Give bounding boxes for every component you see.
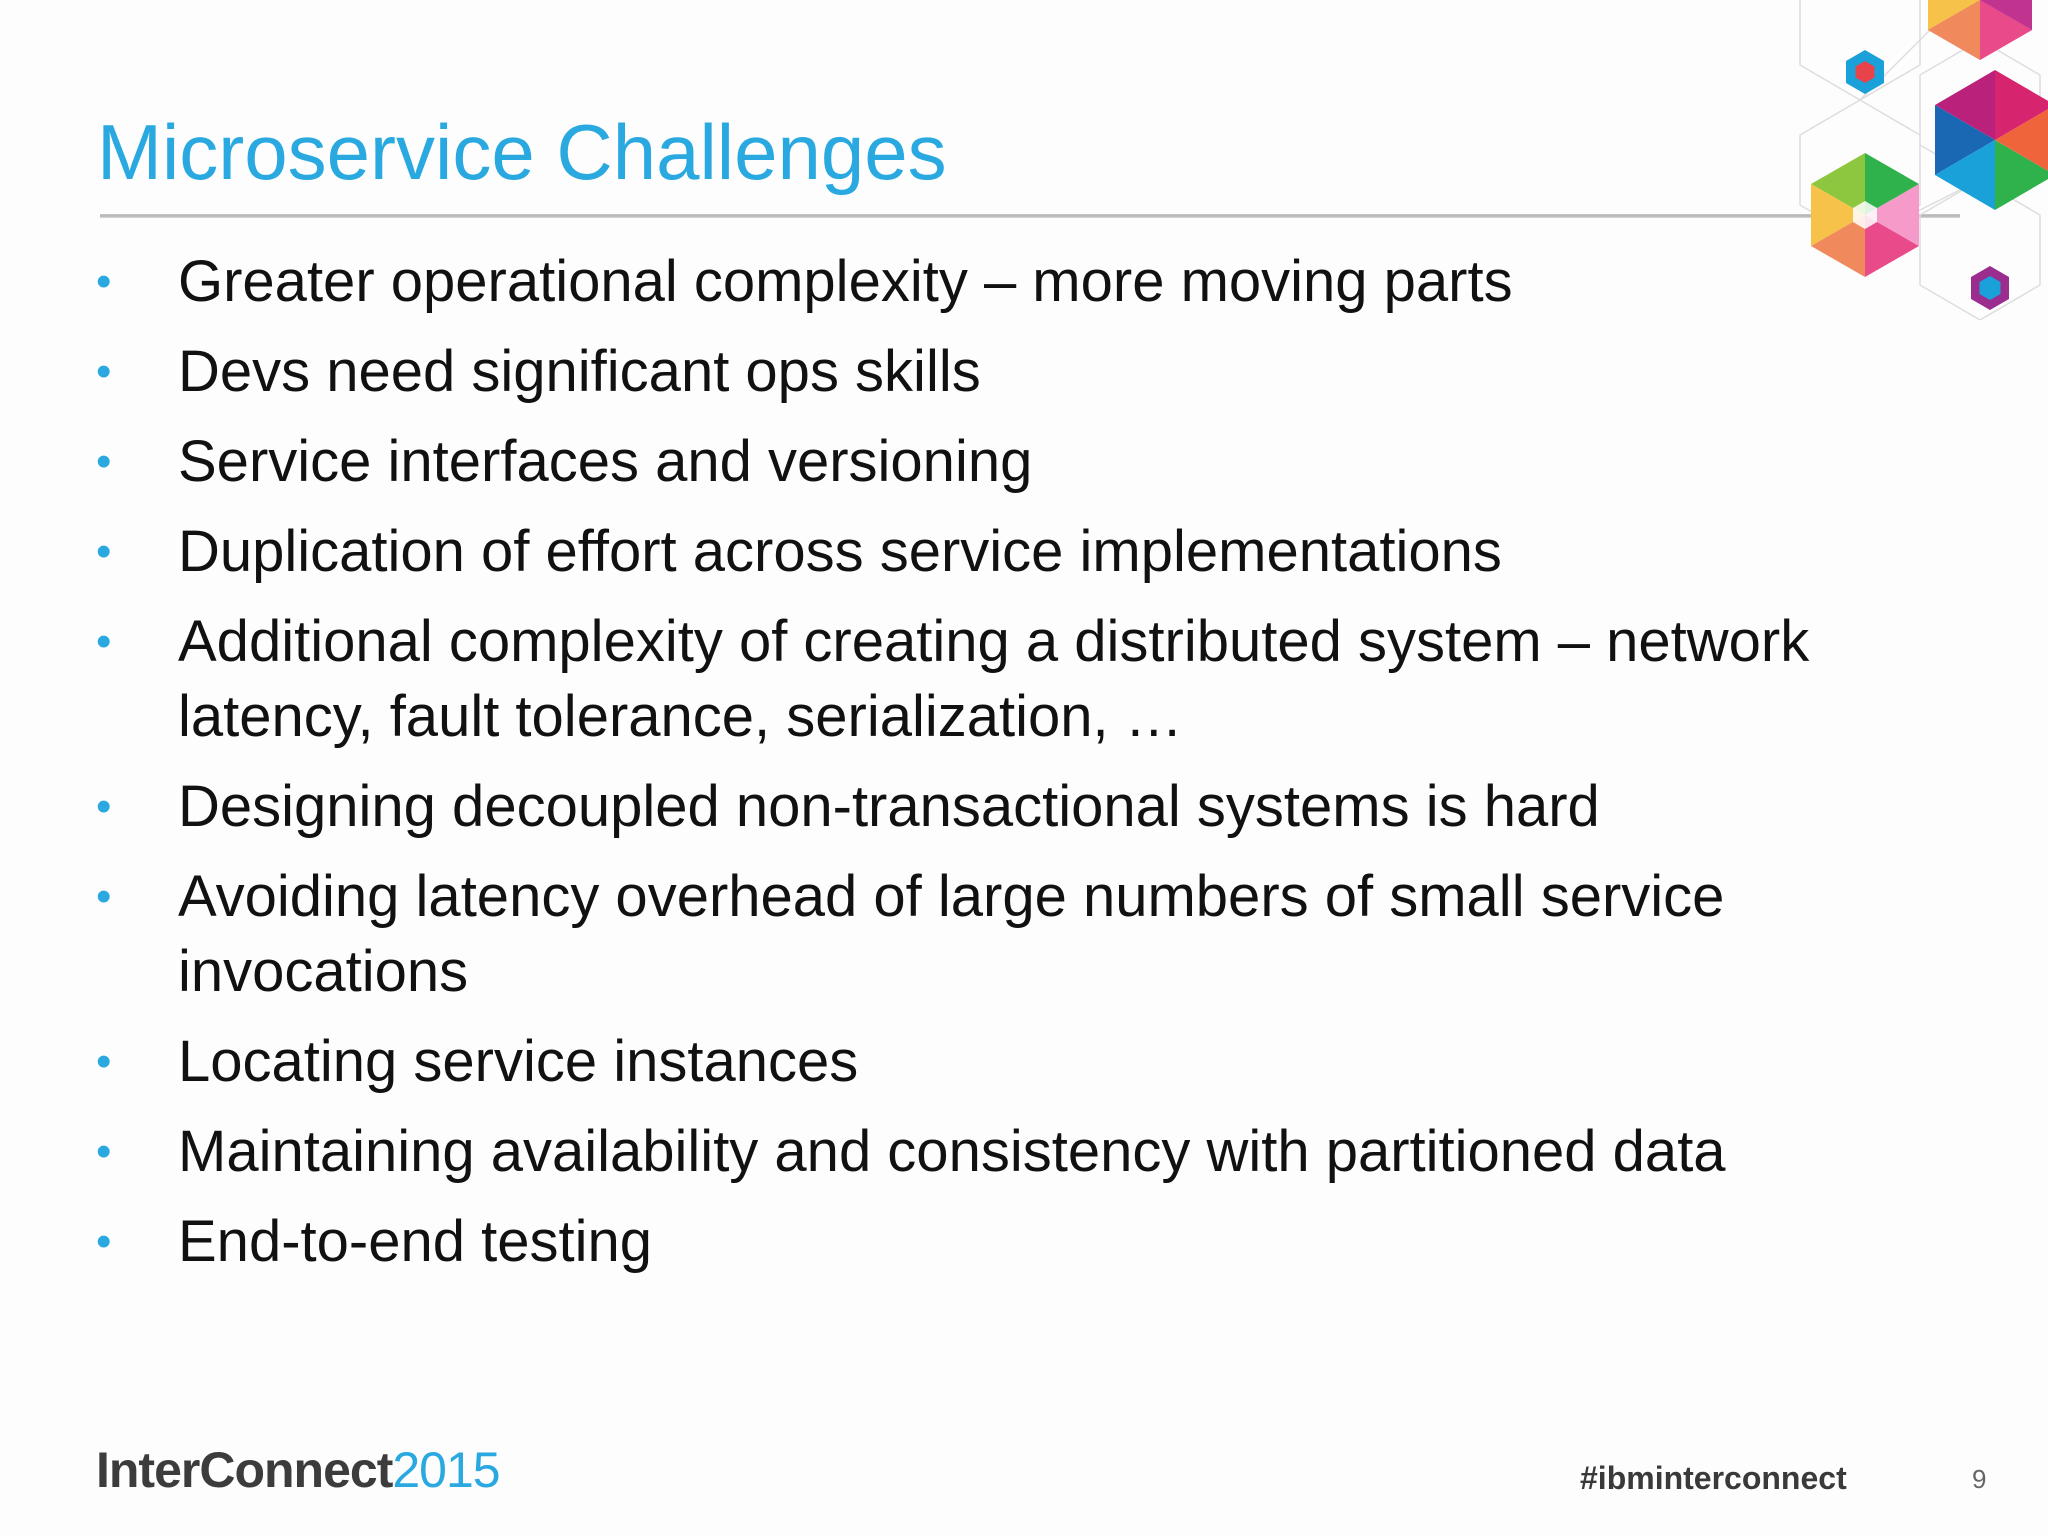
small-hexagon-top bbox=[1846, 50, 1884, 94]
bullet-item bbox=[96, 859, 1996, 1009]
bullet-item bbox=[96, 334, 1996, 409]
bullet-item bbox=[96, 1204, 1996, 1279]
bullet-list bbox=[96, 244, 1996, 1294]
bullet-item bbox=[96, 1114, 1996, 1189]
bullet-marker: • bbox=[96, 1127, 112, 1176]
title-divider bbox=[100, 214, 1960, 218]
logo-text-year: 2015 bbox=[392, 1442, 500, 1498]
bullet-item bbox=[96, 514, 1996, 589]
bullet-marker: • bbox=[96, 1217, 112, 1266]
bullet-marker: • bbox=[96, 527, 112, 576]
bullet-item bbox=[96, 604, 1996, 754]
bullet-text: End-to-end testing bbox=[178, 1209, 652, 1274]
bullet-text: Duplication of effort across service implementations bbox=[178, 519, 1502, 584]
bullet-marker: • bbox=[96, 617, 112, 666]
bullet-text: Service interfaces and versioning bbox=[178, 429, 1033, 494]
logo-text-primary: InterConnect bbox=[96, 1442, 393, 1498]
bullet-text: Greater operational complexity – more moving parts bbox=[178, 249, 1513, 314]
page-number: 9 bbox=[1972, 1464, 1987, 1494]
bullet-item bbox=[96, 244, 1996, 319]
right-hexagon bbox=[1935, 70, 2048, 210]
bullet-marker: • bbox=[96, 1037, 112, 1086]
footer-hashtag: #ibminterconnect bbox=[1580, 1460, 1847, 1496]
bullet-text: Locating service instances bbox=[178, 1029, 859, 1094]
slide-title: Microservice Challenges bbox=[97, 108, 947, 196]
bullet-marker: • bbox=[96, 872, 112, 921]
bullet-marker: • bbox=[96, 257, 112, 306]
top-hexagon bbox=[1928, 0, 2032, 60]
bullet-text: Devs need significant ops skills bbox=[178, 339, 981, 404]
bullet-text: Maintaining availability and consistency with partitioned data bbox=[178, 1119, 1726, 1184]
bullet-item bbox=[96, 769, 1996, 844]
bullet-item bbox=[96, 1024, 1996, 1099]
interconnect-logo bbox=[96, 1440, 500, 1500]
bullet-marker: • bbox=[96, 437, 112, 486]
bullet-marker: • bbox=[96, 782, 112, 831]
bullet-text: Avoiding latency overhead of large numbers of small service invocations bbox=[178, 864, 1725, 1004]
bullet-item bbox=[96, 424, 1996, 499]
bullet-text: Designing decoupled non-transactional systems is hard bbox=[178, 774, 1600, 839]
bullet-marker: • bbox=[96, 347, 112, 396]
bullet-text: Additional complexity of creating a distributed system – network latency, fault tolerance, serialization, … bbox=[178, 609, 1810, 749]
